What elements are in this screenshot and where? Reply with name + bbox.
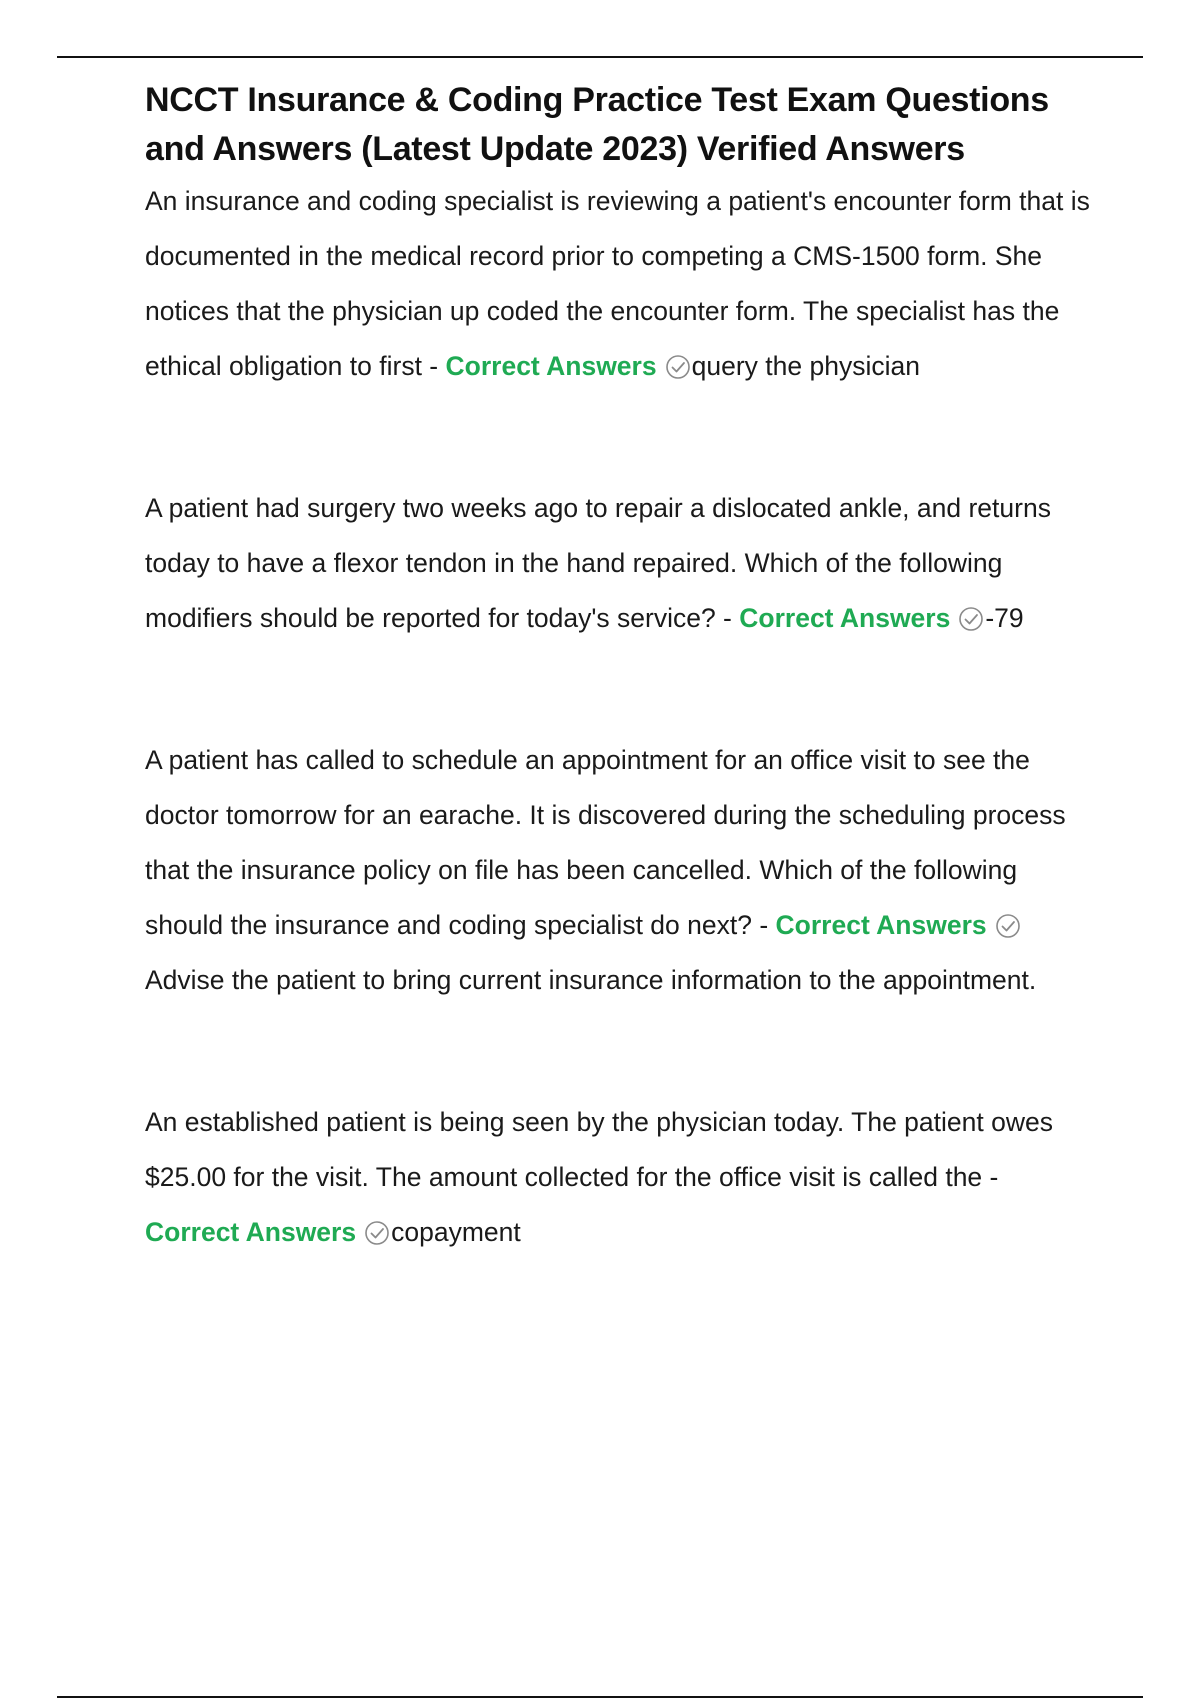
correct-answers-label: Correct Answers (775, 910, 987, 940)
check-circle-icon (958, 606, 984, 632)
correct-answers-label: Correct Answers (145, 1217, 357, 1247)
question-text: A patient has called to schedule an appointment for an office visit to see the doctor tomorrow for an earache. It is discovered during the scheduling process that the insurance policy on file has been cancelled. Which of the following should the insurance and coding specialist do next? - (145, 745, 1066, 940)
top-rule (57, 56, 1143, 58)
check-circle-icon (665, 354, 691, 380)
qa-item-3 (145, 733, 1095, 1008)
check-circle-icon (995, 913, 1021, 939)
check-circle-icon (364, 1220, 390, 1246)
question-text: An insurance and coding specialist is reviewing a patient's encounter form that is documented in the medical record prior to competing a CMS-1500 form. She notices that the physician up coded the encounter form. The specialist has the ethical obligation to first - (145, 186, 1090, 381)
answer-text: -79 (985, 603, 1024, 633)
question-text: An established patient is being seen by the physician today. The patient owes $25.00 for the visit. The amount collected for the office visit is called the - (145, 1107, 1053, 1192)
qa-item-1 (145, 174, 1095, 394)
answer-text: query the physician (691, 351, 920, 381)
answer-text: copayment (391, 1217, 521, 1247)
bottom-rule (57, 1696, 1143, 1698)
correct-answers-label: Correct Answers (739, 603, 951, 633)
document-title: NCCT Insurance & Coding Practice Test Exam Questions and Answers (Latest Update 2023) Verified Answers (145, 81, 1049, 168)
answer-text: Advise the patient to bring current insurance information to the appointment. (145, 965, 1037, 995)
qa-item-2 (145, 481, 1095, 646)
correct-answers-label: Correct Answers (445, 351, 657, 381)
qa-item-4 (145, 1095, 1095, 1260)
document-body (145, 76, 1095, 1260)
question-text: A patient had surgery two weeks ago to repair a dislocated ankle, and returns today to have a flexor tendon in the hand repaired. Which of the following modifiers should be reported for today's service? - (145, 493, 1051, 633)
